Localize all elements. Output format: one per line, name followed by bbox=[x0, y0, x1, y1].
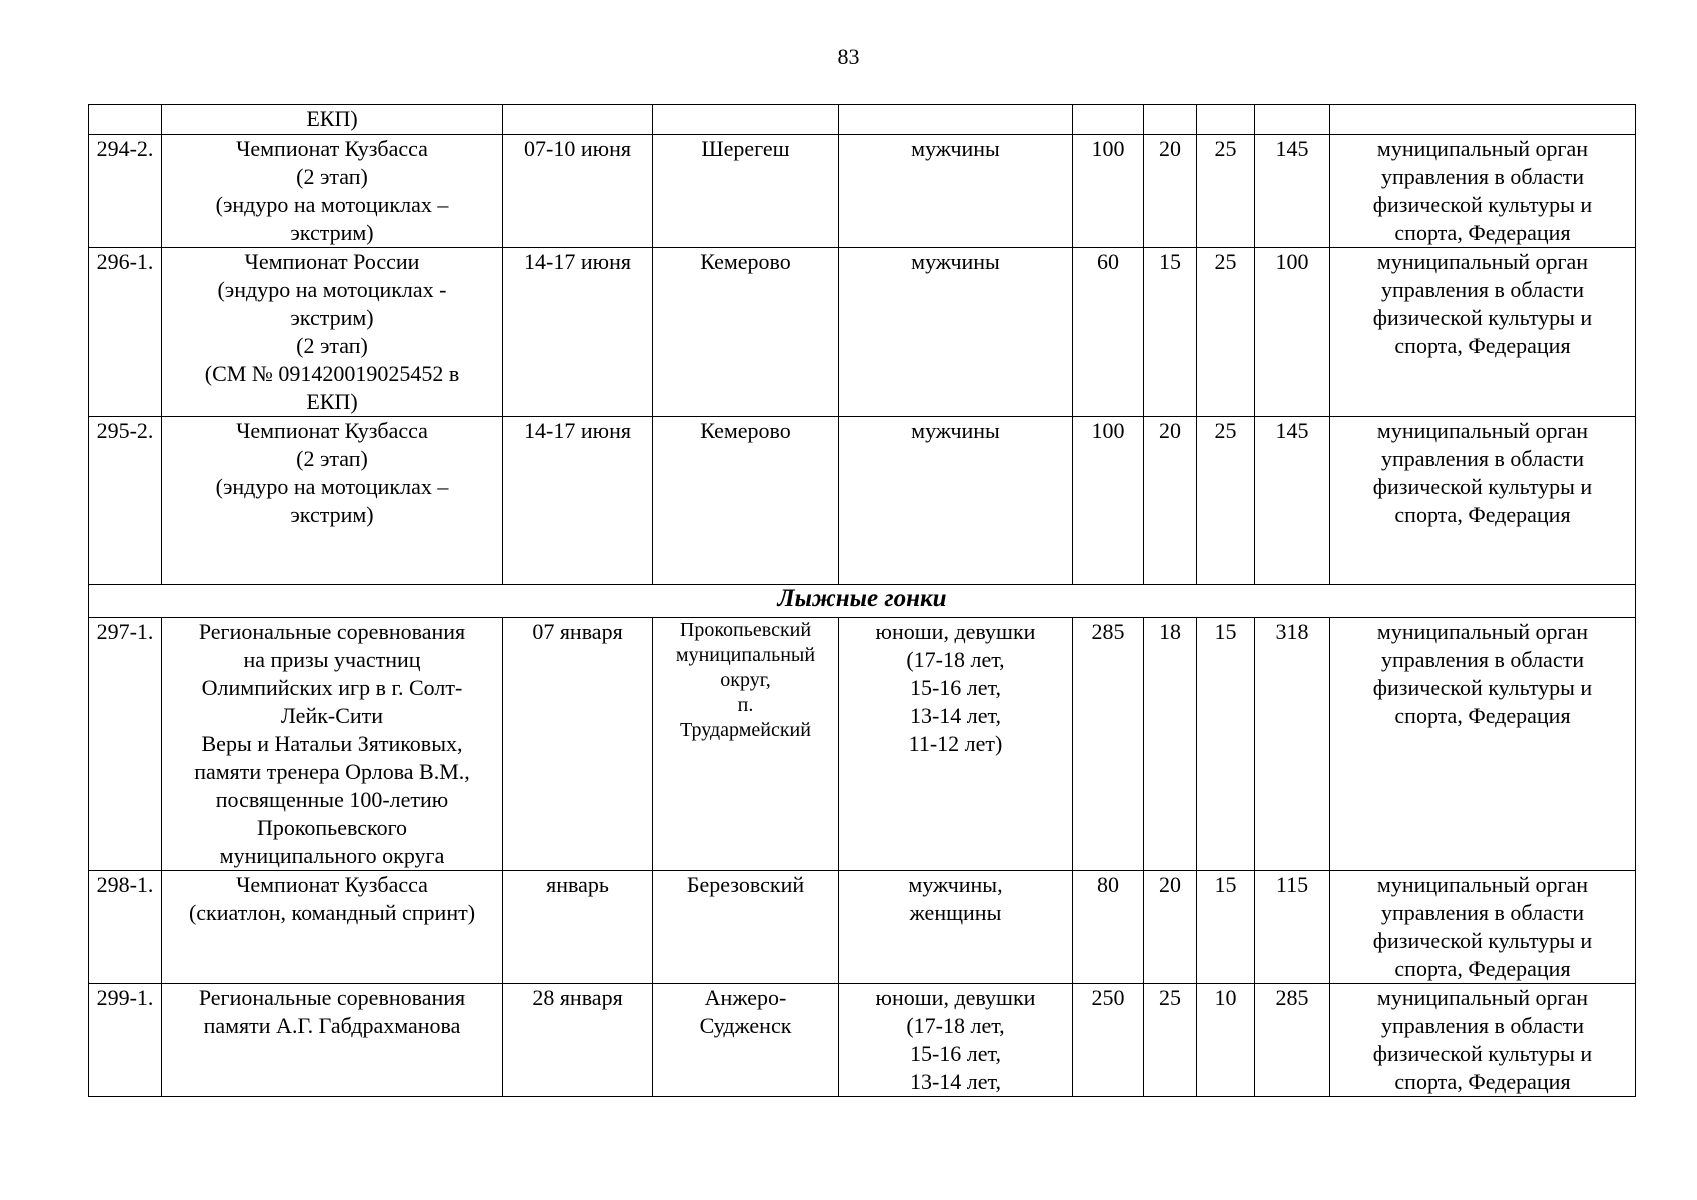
participants-line: юноши, девушки bbox=[875, 985, 1036, 1010]
organizer-line: физической культуры и bbox=[1372, 928, 1593, 953]
participants-line: женщины bbox=[909, 900, 1002, 925]
row-number: 294-2. bbox=[89, 135, 162, 248]
event-name-line: посвященные 100-летию bbox=[215, 787, 449, 812]
event-place-line: муниципальный bbox=[675, 644, 816, 666]
participants bbox=[839, 984, 1073, 1097]
row-number: 299-1. bbox=[89, 984, 162, 1097]
organizer-line: спорта, Федерация bbox=[1394, 1069, 1571, 1094]
event-name-line: памяти тренера Орлова В.М., bbox=[194, 759, 470, 784]
count-athletes: 80 bbox=[1073, 871, 1144, 984]
organizer-line: муниципальный орган bbox=[1376, 418, 1589, 443]
organizer-line: муниципальный орган bbox=[1376, 136, 1589, 161]
table-row bbox=[89, 417, 1636, 585]
event-name-line: экстрим) bbox=[290, 502, 374, 527]
participants-line: (17-18 лет, bbox=[906, 647, 1005, 672]
event-place-line: Березовский bbox=[686, 872, 805, 897]
event-name-line: Веры и Натальи Зятиковых, bbox=[201, 731, 463, 756]
table-row bbox=[89, 135, 1636, 248]
participants bbox=[839, 618, 1073, 871]
event-name bbox=[162, 105, 503, 135]
organizer-line: управления в области bbox=[1381, 647, 1584, 672]
count-coaches: 20 bbox=[1144, 417, 1197, 585]
organizer bbox=[1330, 984, 1636, 1097]
event-name-line: ЕКП) bbox=[306, 389, 358, 414]
event-place-line: Кемерово bbox=[700, 249, 791, 274]
participants-line: 15-16 лет, bbox=[909, 1041, 1002, 1066]
event-name-line: (СМ № 091420019025452 в bbox=[204, 361, 460, 386]
event-dates: 07 января bbox=[503, 618, 653, 871]
count-coaches bbox=[1144, 105, 1197, 135]
event-name-line: муниципального округа bbox=[219, 843, 445, 868]
participants-line: 11-12 лет) bbox=[908, 731, 1003, 756]
organizer-line: спорта, Федерация bbox=[1394, 703, 1571, 728]
event-name bbox=[162, 618, 503, 871]
event-name-line: (эндуро на мотоциклах - bbox=[217, 277, 447, 302]
participants-line: мужчины, bbox=[908, 872, 1003, 897]
organizer-line: муниципальный орган bbox=[1376, 249, 1589, 274]
row-number: 297-1. bbox=[89, 618, 162, 871]
participants-line: юноши, девушки bbox=[875, 619, 1036, 644]
event-name-line: ЕКП) bbox=[306, 106, 358, 131]
event-dates: январь bbox=[503, 871, 653, 984]
count-total: 115 bbox=[1255, 871, 1330, 984]
count-coaches: 20 bbox=[1144, 871, 1197, 984]
table-row bbox=[89, 105, 1636, 135]
participants-line: мужчины bbox=[911, 249, 1000, 274]
event-name bbox=[162, 417, 503, 585]
event-dates: 28 января bbox=[503, 984, 653, 1097]
organizer-line: спорта, Федерация bbox=[1394, 502, 1571, 527]
row-number: 296-1. bbox=[89, 248, 162, 417]
event-place bbox=[653, 417, 839, 585]
organizer-line: физической культуры и bbox=[1372, 675, 1593, 700]
organizer-line: спорта, Федерация bbox=[1394, 956, 1571, 981]
organizer bbox=[1330, 248, 1636, 417]
organizer-line: управления в области bbox=[1381, 164, 1584, 189]
event-place bbox=[653, 135, 839, 248]
count-judges: 25 bbox=[1197, 248, 1255, 417]
organizer-line: спорта, Федерация bbox=[1394, 220, 1571, 245]
count-total: 318 bbox=[1255, 618, 1330, 871]
organizer-line: управления в области bbox=[1381, 446, 1584, 471]
event-place bbox=[653, 984, 839, 1097]
organizer-line: муниципальный орган bbox=[1376, 619, 1589, 644]
participants bbox=[839, 248, 1073, 417]
organizer-line: управления в области bbox=[1381, 277, 1584, 302]
event-name bbox=[162, 984, 503, 1097]
count-athletes bbox=[1073, 105, 1144, 135]
event-name-line: (2 этап) bbox=[296, 164, 368, 189]
event-place bbox=[653, 105, 839, 135]
event-name-line: Региональные соревнования bbox=[198, 619, 466, 644]
event-name-line: Прокопьевского bbox=[256, 815, 408, 840]
event-name-line: (эндуро на мотоциклах – bbox=[215, 474, 449, 499]
event-name-line: на призы участниц bbox=[243, 647, 421, 672]
count-coaches: 15 bbox=[1144, 248, 1197, 417]
organizer-line: физической культуры и bbox=[1372, 1041, 1593, 1066]
count-coaches: 18 bbox=[1144, 618, 1197, 871]
event-name-line: (скиатлон, командный спринт) bbox=[188, 900, 476, 925]
count-total: 285 bbox=[1255, 984, 1330, 1097]
count-total bbox=[1255, 105, 1330, 135]
participants-line: мужчины bbox=[911, 418, 1000, 443]
event-name-line: Чемпионат России bbox=[244, 249, 420, 274]
organizer-line: управления в области bbox=[1381, 1013, 1584, 1038]
event-name-line: (эндуро на мотоциклах – bbox=[215, 192, 449, 217]
event-place-line: п. bbox=[737, 694, 754, 716]
count-total: 100 bbox=[1255, 248, 1330, 417]
organizer-line: муниципальный орган bbox=[1376, 872, 1589, 897]
event-name bbox=[162, 248, 503, 417]
participants bbox=[839, 135, 1073, 248]
count-total: 145 bbox=[1255, 417, 1330, 585]
event-name-line: Чемпионат Кузбасса bbox=[236, 418, 428, 443]
count-judges: 15 bbox=[1197, 871, 1255, 984]
participants bbox=[839, 417, 1073, 585]
event-name-line: (2 этап) bbox=[296, 333, 368, 358]
event-dates: 14-17 июня bbox=[503, 248, 653, 417]
count-athletes: 100 bbox=[1073, 417, 1144, 585]
organizer bbox=[1330, 871, 1636, 984]
count-athletes: 250 bbox=[1073, 984, 1144, 1097]
organizer bbox=[1330, 417, 1636, 585]
events-table bbox=[88, 104, 1636, 1097]
event-name-line: Чемпионат Кузбасса bbox=[236, 136, 428, 161]
organizer bbox=[1330, 135, 1636, 248]
organizer-line: муниципальный орган bbox=[1376, 985, 1589, 1010]
count-athletes: 285 bbox=[1073, 618, 1144, 871]
participants bbox=[839, 105, 1073, 135]
event-name bbox=[162, 871, 503, 984]
table-row bbox=[89, 984, 1636, 1097]
organizer bbox=[1330, 105, 1636, 135]
participants-line: мужчины bbox=[911, 136, 1000, 161]
event-place bbox=[653, 248, 839, 417]
count-athletes: 60 bbox=[1073, 248, 1144, 417]
page-number: 83 bbox=[837, 44, 860, 69]
count-coaches: 25 bbox=[1144, 984, 1197, 1097]
event-place-line: Прокопьевский bbox=[679, 619, 812, 641]
row-number bbox=[89, 105, 162, 135]
event-name-line: памяти А.Г. Габдрахманова bbox=[203, 1013, 461, 1038]
organizer-line: физической культуры и bbox=[1372, 305, 1593, 330]
participants bbox=[839, 871, 1073, 984]
table-row bbox=[89, 618, 1636, 871]
event-place bbox=[653, 871, 839, 984]
count-athletes: 100 bbox=[1073, 135, 1144, 248]
organizer-line: физической культуры и bbox=[1372, 192, 1593, 217]
event-place-line: Анжеро- bbox=[704, 985, 787, 1010]
organizer-line: спорта, Федерация bbox=[1394, 333, 1571, 358]
event-place-line: Шерегеш bbox=[701, 136, 790, 161]
row-number: 298-1. bbox=[89, 871, 162, 984]
table-row bbox=[89, 871, 1636, 984]
event-dates: 14-17 июня bbox=[503, 417, 653, 585]
event-place bbox=[653, 618, 839, 871]
row-number: 295-2. bbox=[89, 417, 162, 585]
event-place-line: округ, bbox=[720, 669, 771, 691]
participants-line: 13-14 лет, bbox=[909, 703, 1002, 728]
event-dates bbox=[503, 105, 653, 135]
organizer-line: физической культуры и bbox=[1372, 474, 1593, 499]
count-judges: 25 bbox=[1197, 417, 1255, 585]
organizer bbox=[1330, 618, 1636, 871]
event-place-line: Трудармейский bbox=[680, 719, 811, 741]
participants-line: 13-14 лет, bbox=[909, 1069, 1002, 1094]
organizer-line: управления в области bbox=[1381, 900, 1584, 925]
event-name-line: Лейк-Сити bbox=[280, 703, 384, 728]
table-row bbox=[89, 248, 1636, 417]
event-name-line: экстрим) bbox=[290, 220, 374, 245]
event-name-line: Чемпионат Кузбасса bbox=[236, 872, 428, 897]
event-place-line: Судженск bbox=[699, 1013, 792, 1038]
count-total: 145 bbox=[1255, 135, 1330, 248]
count-judges bbox=[1197, 105, 1255, 135]
event-name-line: экстрим) bbox=[290, 305, 374, 330]
count-judges: 15 bbox=[1197, 618, 1255, 871]
count-coaches: 20 bbox=[1144, 135, 1197, 248]
section-row bbox=[89, 585, 1636, 618]
event-name bbox=[162, 135, 503, 248]
count-judges: 10 bbox=[1197, 984, 1255, 1097]
participants-line: 15-16 лет, bbox=[909, 675, 1002, 700]
event-dates: 07-10 июня bbox=[503, 135, 653, 248]
count-judges: 25 bbox=[1197, 135, 1255, 248]
event-name-line: (2 этап) bbox=[296, 446, 368, 471]
participants-line: (17-18 лет, bbox=[906, 1013, 1005, 1038]
section-title: Лыжные гонки bbox=[89, 585, 1636, 618]
event-name-line: Региональные соревнования bbox=[198, 985, 466, 1010]
event-name-line: Олимпийских игр в г. Солт- bbox=[201, 675, 463, 700]
event-place-line: Кемерово bbox=[700, 418, 791, 443]
